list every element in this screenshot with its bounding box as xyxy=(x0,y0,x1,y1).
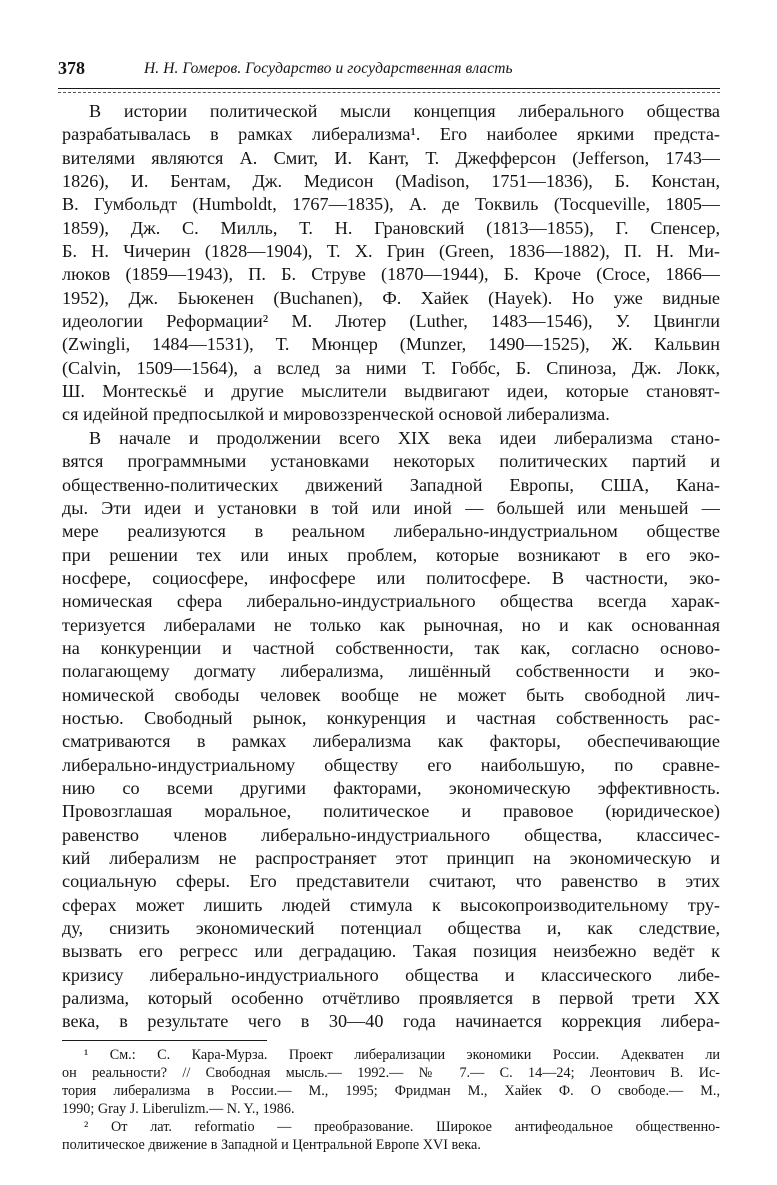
footnote-line: тория либерализма в России.— М., 1995; Фридман М., Хайек Ф. О свободе.— М., xyxy=(62,1083,720,1100)
text-line: ду, снизить экономический потенциал общества и, как следствие, xyxy=(62,918,720,939)
text-line: вятся программными установками некоторых политических партий и xyxy=(62,451,720,472)
text-line: вителями являются А. Смит, И. Кант, Т. Джефферсон (Jefferson, 1743— xyxy=(62,147,720,168)
text-line: сферах может лишить людей стимула к высокопроизводительному тру- xyxy=(62,894,720,915)
text-line: на конкуренции и частной собственности, так как, согласно осново- xyxy=(62,637,720,658)
text-line: 1826), И. Бентам, Дж. Медисон (Madison, 1751—1836), Б. Констан, xyxy=(62,171,720,192)
text-line: либерально-индустриальному обществу его наибольшую, по сравне- xyxy=(62,754,720,775)
text-line: Б. Н. Чичерин (1828—1904), Т. Х. Грин (Green, 1836—1882), П. Н. Ми- xyxy=(62,241,720,262)
footnote-separator xyxy=(62,1040,267,1041)
text-line: при решении тех или иных проблем, которые возникают в его эко- xyxy=(62,544,720,565)
text-line: равенство членов либерально-индустриального общества, классичес- xyxy=(62,824,720,845)
footnote-line: 1990; Gray J. Liberulizm.— N. Y., 1986. xyxy=(62,1101,295,1118)
footnotes xyxy=(62,1046,720,1155)
text-line: ся идейной предпосылкой и мировоззренческой основой либерализма. xyxy=(62,404,610,425)
text-line: рализма, который особенно отчётливо проявляется в первой трети XX xyxy=(62,988,720,1009)
text-line: В истории политической мысли концепция либерального общества xyxy=(89,101,720,121)
footnote-line: он реальности? // Свободная мысль.— 1992.— № 7.— С. 14—24; Леонтович В. Ис- xyxy=(62,1065,720,1082)
footnote-line: ¹ См.: С. Кара-Мурза. Проект либерализации экономики России. Адекватен ли xyxy=(84,1047,720,1063)
text-line: полагающему догмату либерализма, лишённый собственности и эко- xyxy=(62,661,720,682)
text-line: номическая сфера либерально-индустриального общества всегда харак- xyxy=(62,591,720,612)
text-line: общественно-политических движений Западной Европы, США, Кана- xyxy=(62,474,720,495)
text-line: кий либерализм не распространяет этот принцип на экономическую и xyxy=(62,848,720,868)
text-line: ностью. Свободный рынок, конкуренция и частная собственность рас- xyxy=(62,707,720,728)
page-number: 378 xyxy=(58,58,85,78)
page-header xyxy=(58,58,720,84)
text-line: В. Гумбольдт (Humboldt, 1767—1835), А. де Токвиль (Tocqueville, 1805— xyxy=(62,194,720,215)
text-line: Провозглашая моральное, политическое и правовое (юридическое) xyxy=(62,801,720,822)
text-line: 1952), Дж. Бьюкенен (Buchanen), Ф. Хайек (Hayek). Но уже видные xyxy=(62,287,720,308)
text-line: вызвать его регресс или деградацию. Такая позиция неизбежно ведёт к xyxy=(62,941,720,962)
main-text xyxy=(62,100,720,1034)
header-rule xyxy=(58,88,720,89)
text-line: (Zwingli, 1484—1531), Т. Мюнцер (Munzer, 1490—1525), Ж. Кальвин xyxy=(62,334,720,355)
text-line: века, в результате чего в 30—40 года начинается коррекция либера- xyxy=(62,1011,720,1032)
text-line: сматриваются в рамках либерализма как факторы, обеспечивающие xyxy=(62,731,720,752)
footnote-line: политическое движение в Западной и Центральной Европе XVI века. xyxy=(62,1137,481,1154)
running-title: Н. Н. Гомеров. Государство и государственная власть xyxy=(144,60,513,77)
text-line: номической свободы человек вообще не может быть свободной лич- xyxy=(62,684,720,705)
text-line: ды. Эти идеи и установки в той или иной — большей или меньшей — xyxy=(62,497,720,518)
text-line: нию со всеми другими факторами, экономическую эффективность. xyxy=(62,777,720,798)
text-line: кризису либерально-индустриального общества и классического либе- xyxy=(62,964,720,985)
header-rule-secondary xyxy=(58,92,720,93)
text-line: идеологии Реформации² М. Лютер (Luther, 1483—1546), У. Цвингли xyxy=(62,311,720,332)
text-line: теризуется либералами не только как рыночная, но и как основанная xyxy=(62,614,720,635)
text-line: В начале и продолжении всего XIX века идеи либерализма стано- xyxy=(89,427,720,448)
text-line: люков (1859—1943), П. Б. Струве (1870—1944), Б. Кроче (Croce, 1866— xyxy=(62,264,720,285)
text-line: разрабатывалась в рамках либерализма¹. Его наиболее яркими предста- xyxy=(62,124,720,145)
text-line: Ш. Монтескьё и другие мыслители выдвигают идеи, которые становят- xyxy=(62,381,720,402)
text-line: мере реализуются в реальном либерально-индустриальном обществе xyxy=(62,521,720,542)
text-line: носфере, социосфере, инфосфере или политосфере. В частности, эко- xyxy=(62,567,720,588)
text-line: (Calvin, 1509—1564), а вслед за ними Т. Гоббс, Б. Спиноза, Дж. Локк, xyxy=(62,357,720,378)
footnote-line: ² От лат. reformatio — преобразование. Широкое антифеодальное общественно- xyxy=(84,1119,720,1136)
text-line: социальную сферы. Его представители считают, что равенство в этих xyxy=(62,871,720,892)
text-line: 1859), Дж. С. Милль, Т. Н. Грановский (1813—1855), Г. Спенсер, xyxy=(62,217,720,238)
